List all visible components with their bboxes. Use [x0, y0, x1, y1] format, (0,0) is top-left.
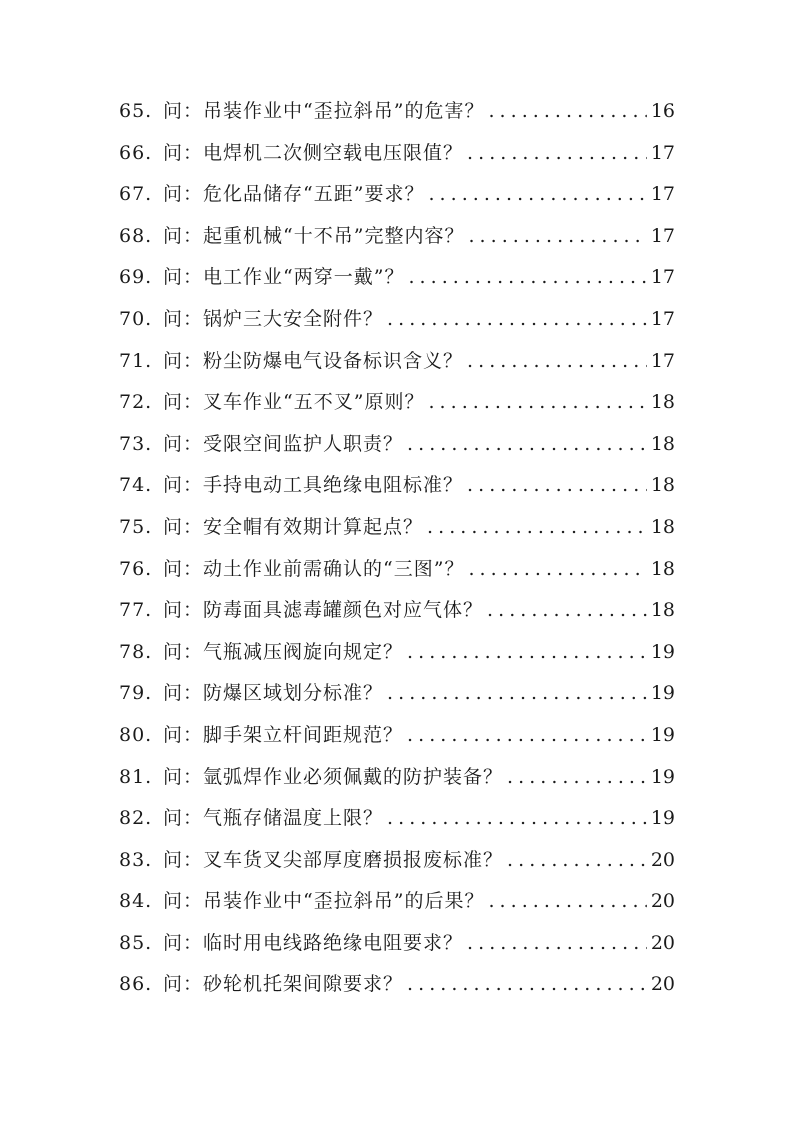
question-prefix: 问：: [163, 100, 204, 122]
page-number: 18: [650, 599, 675, 622]
question-prefix: 问：: [163, 557, 204, 580]
toc-entry-67[interactable]: [119, 179, 675, 221]
entry-title: 电工作业“两穿一戴”？: [203, 266, 405, 289]
entry-title: 危化品储存“五距”要求？: [203, 183, 425, 206]
dot-leader: [467, 350, 647, 372]
toc-entry-83[interactable]: [119, 845, 675, 887]
question-prefix: 问：: [163, 890, 204, 913]
page-number: 17: [650, 307, 675, 330]
question-prefix: 问：: [163, 307, 204, 330]
page-number: 16: [650, 100, 675, 122]
question-prefix: 问：: [163, 183, 204, 206]
question-prefix: 问：: [163, 848, 204, 871]
toc-entry-74[interactable]: [119, 470, 675, 512]
entry-title: 临时用电线路绝缘电阻要求？: [203, 931, 464, 954]
page-number: 20: [650, 890, 675, 913]
dot-leader: [467, 474, 647, 496]
entry-number: 86.: [119, 973, 153, 996]
entry-title: 叉车作业“五不叉”原则？: [203, 391, 425, 414]
dot-leader: [387, 807, 647, 829]
page-number: 18: [650, 557, 675, 580]
entry-number: 74.: [119, 474, 153, 497]
entry-title: 粉尘防爆电气设备标识含义？: [203, 349, 464, 372]
page-number: 17: [650, 266, 675, 289]
dot-leader: [387, 308, 647, 330]
page-number: 17: [650, 183, 675, 206]
entry-title: 起重机械“十不吊”完整内容？: [203, 224, 465, 247]
question-prefix: 问：: [163, 640, 204, 663]
dot-leader: [488, 100, 646, 122]
entry-title: 受限空间监护人职责？: [203, 432, 404, 455]
question-prefix: 问：: [163, 224, 204, 247]
entry-number: 82.: [119, 807, 153, 830]
question-prefix: 问：: [163, 391, 204, 414]
question-prefix: 问：: [163, 349, 204, 372]
entry-number: 79.: [119, 682, 153, 705]
question-prefix: 问：: [163, 141, 204, 164]
entry-title: 安全帽有效期计算起点？: [203, 515, 424, 538]
dot-leader: [407, 973, 647, 995]
toc-entry-76[interactable]: [119, 554, 675, 596]
entry-number: 66.: [119, 141, 153, 164]
dot-leader: [407, 641, 647, 663]
page-number: 18: [650, 474, 675, 497]
toc-entry-71[interactable]: [119, 346, 675, 388]
entry-number: 71.: [119, 349, 153, 372]
entry-title: 防爆区域划分标准？: [203, 682, 384, 705]
entry-title: 电焊机二次侧空载电压限值？: [203, 141, 464, 164]
page-number: 19: [650, 723, 675, 746]
entry-number: 85.: [119, 931, 153, 954]
question-prefix: 问：: [163, 599, 204, 622]
page-number: 20: [650, 973, 675, 996]
page-number: 17: [650, 349, 675, 372]
page-number: 19: [650, 640, 675, 663]
entry-number: 80.: [119, 723, 153, 746]
entry-title: 叉车货叉尖部厚度磨损报废标准？: [203, 848, 504, 871]
page-number: 19: [650, 807, 675, 830]
entry-number: 68.: [119, 224, 153, 247]
toc-entry-75[interactable]: [119, 512, 675, 554]
dot-leader: [467, 932, 647, 954]
question-prefix: 问：: [163, 266, 204, 289]
entry-title: 动土作业前需确认的“三图”？: [203, 557, 465, 580]
dot-leader: [408, 266, 646, 288]
dot-leader: [428, 183, 646, 205]
entry-number: 83.: [119, 848, 153, 871]
dot-leader: [468, 225, 646, 247]
entry-number: 67.: [119, 183, 153, 206]
page-number: 19: [650, 682, 675, 705]
entry-title: 防毒面具滤毒罐颜色对应气体？: [203, 599, 484, 622]
table-of-contents: [119, 96, 675, 1011]
question-prefix: 问：: [163, 931, 204, 954]
question-prefix: 问：: [163, 474, 204, 497]
toc-entry-78[interactable]: [119, 637, 675, 679]
toc-entry-65[interactable]: [119, 96, 675, 138]
question-prefix: 问：: [163, 682, 204, 705]
dot-leader: [507, 849, 647, 871]
entry-title: 脚手架立杆间距规范？: [203, 723, 404, 746]
entry-title: 气瓶减压阀旋向规定？: [203, 640, 404, 663]
toc-entry-77[interactable]: [119, 595, 675, 637]
entry-number: 73.: [119, 432, 153, 455]
toc-entry-66[interactable]: [119, 138, 675, 180]
toc-entry-72[interactable]: [119, 387, 675, 429]
entry-number: 75.: [119, 515, 153, 538]
question-prefix: 问：: [163, 723, 204, 746]
entry-title: 气瓶存储温度上限？: [203, 807, 384, 830]
entry-number: 84.: [119, 890, 153, 913]
dot-leader: [407, 433, 647, 455]
entry-title: 手持电动工具绝缘电阻标准？: [203, 474, 464, 497]
toc-entry-86[interactable]: [119, 969, 675, 1011]
dot-leader: [468, 558, 646, 580]
entry-number: 77.: [119, 599, 153, 622]
page-number: 17: [650, 141, 675, 164]
page-number: 20: [650, 848, 675, 871]
entry-title: 砂轮机托架间隙要求？: [203, 973, 404, 996]
toc-entry-82[interactable]: [119, 803, 675, 845]
entry-number: 70.: [119, 307, 153, 330]
question-prefix: 问：: [163, 807, 204, 830]
toc-entry-81[interactable]: [119, 762, 675, 804]
page-number: 20: [650, 931, 675, 954]
entry-title: 吊装作业中“歪拉斜吊”的后果？: [203, 890, 485, 913]
dot-leader: [427, 516, 647, 538]
toc-entry-80[interactable]: [119, 720, 675, 762]
dot-leader: [428, 391, 646, 413]
page-number: 19: [650, 765, 675, 788]
entry-number: 65.: [119, 100, 153, 122]
toc-entry-69[interactable]: [119, 262, 675, 304]
toc-entry-73[interactable]: [119, 429, 675, 471]
dot-leader: [407, 724, 647, 746]
dot-leader: [467, 142, 647, 164]
entry-title: 氩弧焊作业必须佩戴的防护装备？: [203, 765, 504, 788]
page-number: 18: [650, 391, 675, 414]
toc-entry-84[interactable]: [119, 886, 675, 928]
question-prefix: 问：: [163, 973, 204, 996]
entry-number: 81.: [119, 765, 153, 788]
dot-leader: [387, 682, 647, 704]
question-prefix: 问：: [163, 432, 204, 455]
toc-entry-79[interactable]: [119, 678, 675, 720]
question-prefix: 问：: [163, 515, 204, 538]
page-number: 17: [650, 224, 675, 247]
page-number: 18: [650, 432, 675, 455]
entry-number: 72.: [119, 391, 153, 414]
page-number: 18: [650, 515, 675, 538]
entry-number: 69.: [119, 266, 153, 289]
entry-number: 76.: [119, 557, 153, 580]
dot-leader: [487, 599, 647, 621]
toc-entry-85[interactable]: [119, 928, 675, 970]
entry-number: 78.: [119, 640, 153, 663]
toc-entry-70[interactable]: [119, 304, 675, 346]
toc-entry-68[interactable]: [119, 221, 675, 263]
entry-title: 锅炉三大安全附件？: [203, 307, 384, 330]
entry-title: 吊装作业中“歪拉斜吊”的危害？: [203, 100, 485, 122]
dot-leader: [507, 766, 647, 788]
dot-leader: [488, 890, 646, 912]
question-prefix: 问：: [163, 765, 204, 788]
